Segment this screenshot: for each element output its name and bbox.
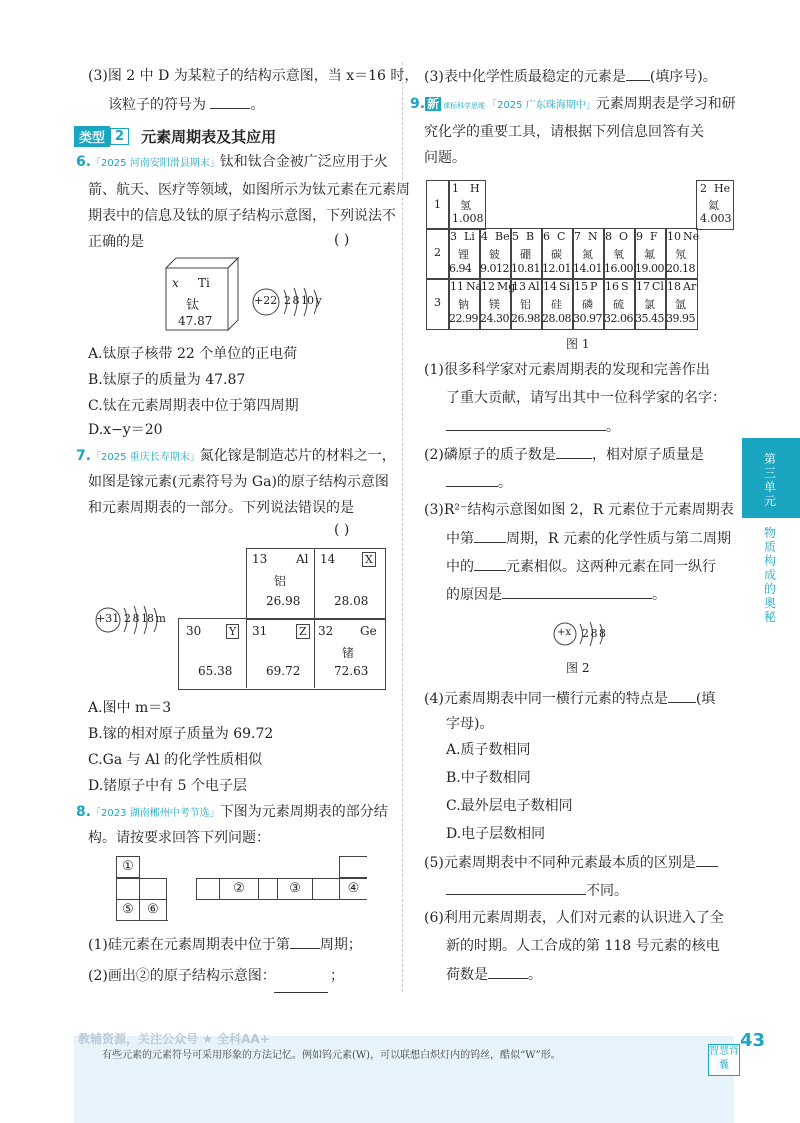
element-name: 氟	[644, 248, 655, 261]
type-label: 类型	[74, 126, 110, 147]
q9-number: 9.	[410, 96, 426, 112]
he-mass: 4.003	[700, 212, 732, 225]
unit-label: 第三单元	[764, 452, 777, 508]
r-nucleus: +x	[557, 627, 572, 638]
q7-line1	[76, 446, 396, 468]
q9-6-line3	[446, 964, 542, 985]
divider-line	[246, 618, 247, 688]
q9-2-text2: ，相对原子质量是	[591, 447, 704, 463]
period-1: 1	[434, 198, 441, 211]
q8-text1: 下图为元素周期表的部分结	[219, 804, 388, 820]
q8-number: 8.	[76, 804, 92, 820]
page-number: 43	[740, 1030, 766, 1051]
q9-3-text4b: 。	[652, 587, 666, 603]
q9-6-text3a: 荷数是	[446, 967, 488, 983]
h-name: 氢	[460, 199, 471, 212]
ga-number: 31	[252, 624, 268, 638]
grid-cell	[196, 878, 220, 900]
q9-line2: 究化学的重要工具，请根据下列信息回答有关	[424, 124, 704, 140]
element-name: 铍	[489, 248, 500, 261]
ti-shells: 2 8 10 y	[284, 294, 321, 307]
grid-cell	[116, 878, 140, 900]
answer-blank[interactable]	[696, 852, 718, 867]
q8-1-end: 周期；	[319, 937, 362, 953]
element-symbol: O	[619, 230, 629, 243]
element-symbol: B	[526, 230, 535, 243]
element-number: 12	[481, 280, 495, 293]
h-symbol: H	[470, 182, 480, 195]
ti-nucleus: +22	[254, 294, 278, 307]
answer-blank[interactable]	[446, 416, 606, 431]
q9-1-line3	[446, 416, 620, 437]
answer-blank[interactable]	[446, 880, 586, 895]
q9-3-text4a: 的原因是	[446, 587, 502, 603]
q9-3-text2b: 周期，R 元素的化学性质与第二周期	[506, 531, 731, 547]
period-3: 3	[434, 296, 441, 309]
topic-label: 物质构成的奥秘	[764, 526, 777, 624]
q6-option-c[interactable]: C.钛在元素周期表中位于第四周期	[88, 398, 299, 414]
ga-nucleus: +31	[96, 612, 120, 625]
element-number: 11	[450, 280, 464, 293]
element-number: 15	[574, 280, 588, 293]
he-symbol: He	[714, 182, 731, 195]
element-mass: 20.18	[666, 262, 695, 275]
q9-1-line2: 了重大贡献，请写出其中一位科学家的名字：	[446, 390, 726, 406]
element-symbol: F	[650, 230, 658, 243]
q6-text1: 钛和钛合金被广泛应用于火	[219, 154, 388, 170]
element-mass: 24.30	[480, 312, 509, 325]
ti-symbol: Ti	[198, 276, 210, 290]
q9-source: 「2025 广东珠海期中」	[487, 100, 596, 111]
type-number: 2	[110, 128, 129, 145]
q8-2-end: ；	[330, 968, 344, 984]
element-name: 硫	[613, 298, 624, 311]
answer-blank[interactable]	[474, 556, 506, 571]
q8-3	[424, 66, 717, 87]
pt-fragment-bottom	[178, 618, 386, 690]
q6-answer-paren[interactable]: ( )	[334, 232, 350, 248]
element-symbol: Al	[528, 280, 540, 293]
element-mass: 28.08	[542, 312, 571, 325]
element-name: 硅	[551, 298, 562, 311]
q8-2	[88, 966, 276, 986]
element-mass: 19.00	[635, 262, 664, 275]
element-name: 锂	[458, 248, 469, 261]
topic-side-tab	[742, 518, 800, 628]
al-number: 13	[252, 552, 268, 566]
answer-blank[interactable]	[556, 444, 592, 459]
si-mass: 28.08	[334, 594, 369, 608]
al-symbol: Al	[296, 552, 309, 566]
element-mass: 32.06	[604, 312, 633, 325]
q9-2-text: (2)磷原子的质子数是	[424, 447, 556, 463]
element-mass: 9.012	[480, 262, 509, 275]
q5-3-end: 。	[250, 97, 265, 113]
q7-text1: 氮化镓是制造芯片的材料之一，	[199, 448, 396, 464]
period-2: 2	[434, 246, 441, 259]
element-name: 氮	[582, 248, 593, 261]
zn-number: 30	[186, 624, 202, 638]
element-number: 16	[605, 280, 619, 293]
q9-4-text2: (填	[695, 691, 716, 707]
grid-cell-1: ①	[116, 856, 140, 878]
q9-3-line4	[446, 584, 666, 605]
answer-blank[interactable]	[502, 584, 652, 599]
element-name: 钠	[458, 298, 469, 311]
q9-3-line2	[446, 528, 731, 549]
element-name: 铝	[520, 298, 531, 311]
q8-3-text: (3)表中化学性质最稳定的元素是	[424, 69, 626, 85]
q9-1-line1: (1)很多科学家对元素周期表的发现和完善作出	[424, 362, 710, 378]
answer-blank[interactable]	[446, 472, 498, 487]
q7-line3: 和元素周期表的一部分。下列说法错误的是	[88, 500, 354, 516]
answer-blank[interactable]	[274, 992, 328, 993]
grid-cell-2: ②	[219, 878, 259, 900]
element-mass: 30.97	[573, 312, 602, 325]
si-symbol: X	[362, 552, 376, 567]
ge-mass: 72.63	[334, 664, 369, 678]
q9-5-line2	[446, 880, 628, 901]
answer-blank[interactable]	[488, 964, 528, 979]
science-thinking-tag: 课标科学思维	[443, 102, 486, 110]
q6-line4: 正确的是	[88, 234, 144, 250]
ti-name: 钛	[186, 298, 200, 313]
element-name: 氧	[613, 248, 624, 261]
q9-3-text3b: 元素相似。这两种元素在同一纵行	[506, 559, 716, 575]
grid-cell-6: ⑥	[139, 899, 167, 921]
element-number: 4	[481, 230, 488, 243]
q9-6-end: 。	[528, 967, 542, 983]
grid-cell	[139, 878, 167, 900]
element-mass: 35.45	[635, 312, 664, 325]
element-name: 氯	[644, 298, 655, 311]
grid-cell	[258, 878, 278, 900]
element-number: 10	[667, 230, 681, 243]
element-mass: 6.94	[449, 262, 472, 275]
q9-4-option-c[interactable]: C.最外层电子数相同	[446, 798, 573, 814]
element-number: 7	[574, 230, 581, 243]
memory-tip: 有些元素的元素符号可采用形象的方法记忆。例如钨元素(W)，可以联想白炽灯内的钨丝，酷似“W”形。	[102, 1050, 561, 1061]
element-mass: 22.99	[449, 312, 478, 325]
q6-line1	[76, 152, 388, 174]
grid-cell	[312, 878, 340, 900]
element-symbol: Be	[495, 230, 510, 243]
q9-2-line1	[424, 444, 704, 465]
element-number: 13	[512, 280, 526, 293]
q6-source: 「2025 河南安阳滑县期末」	[91, 158, 220, 169]
element-symbol: S	[621, 280, 629, 293]
al-name: 铝	[274, 574, 287, 588]
element-number: 3	[450, 230, 457, 243]
q9-3-text3a: 中的	[446, 559, 474, 575]
element-name: 碳	[551, 248, 562, 261]
q9-3-line3	[446, 556, 716, 577]
q9-5-end: 不同。	[586, 883, 628, 899]
q9-2-end: 。	[498, 475, 512, 491]
ti-number: x	[172, 276, 179, 290]
q7-option-c[interactable]: C.Ga 与 Al 的化学性质相似	[88, 752, 263, 768]
r-shells: 2 8 8	[582, 627, 605, 640]
q9-4-text: (4)元素周期表中同一横行元素的特点是	[424, 691, 668, 707]
element-name: 磷	[582, 298, 593, 311]
element-symbol: Na	[466, 280, 483, 293]
type-badge	[74, 126, 276, 146]
q8-line2: 构。请按要求回答下列问题：	[88, 830, 270, 846]
h-mass: 1.008	[452, 212, 484, 225]
column-divider	[402, 62, 403, 992]
element-mass: 39.95	[666, 312, 695, 325]
q7-source: 「2025 重庆长寿期末」	[91, 452, 200, 463]
unit-side-tab[interactable]	[742, 438, 800, 518]
element-name: 氖	[675, 248, 686, 261]
element-number: 18	[667, 280, 681, 293]
divider-line	[314, 548, 315, 618]
ge-symbol: Ge	[360, 624, 377, 638]
al-mass: 26.98	[266, 594, 301, 608]
figure-2-caption: 图 2	[566, 661, 590, 675]
element-symbol: P	[590, 280, 598, 293]
q5-3-line1: (3)图 2 中 D 为某粒子的结构示意图，当 x＝16 时，	[88, 68, 419, 84]
q7-option-b[interactable]: B.镓的相对原子质量为 69.72	[88, 726, 274, 742]
q9-line1	[410, 94, 736, 116]
h-number: 1	[452, 182, 459, 195]
he-number: 2	[700, 182, 707, 195]
q5-3-text: 该粒子的符号为	[108, 97, 206, 113]
answer-blank[interactable]	[290, 934, 320, 949]
q7-option-d[interactable]: D.锗原子中有 5 个电子层	[88, 778, 247, 794]
wisdom-bag-label: 智慧背囊	[708, 1044, 740, 1076]
q6-option-a[interactable]: A.钛原子核带 22 个单位的正电荷	[88, 346, 298, 362]
q6-number: 6.	[76, 154, 92, 170]
watermark: 教辅资源，关注公众号 ★ 全科AA+	[78, 1032, 270, 1046]
q8-2-text: (2)画出②的原子结构示意图：	[88, 968, 276, 984]
element-symbol: Li	[464, 230, 475, 243]
q7-answer-paren[interactable]: ( )	[334, 522, 350, 538]
q9-4-option-a[interactable]: A.质子数相同	[446, 742, 531, 758]
element-symbol: Mg	[497, 280, 516, 293]
q7-option-a[interactable]: A.图中 m＝3	[88, 700, 172, 716]
figure-1-caption: 图 1	[566, 337, 590, 351]
q7-number: 7.	[76, 448, 92, 464]
grid-cell-5: ⑤	[116, 899, 140, 921]
zn-mass: 65.38	[198, 664, 233, 678]
element-symbol: C	[557, 230, 566, 243]
periodic-table-fig1	[426, 180, 732, 328]
q6-option-d[interactable]: D.x−y＝20	[88, 422, 163, 438]
q7-line2: 如图是镓元素(元素符号为 Ga)的原子结构示意图	[88, 474, 389, 490]
q9-4-option-b[interactable]: B.中子数相同	[446, 770, 531, 786]
element-name: 镁	[489, 298, 500, 311]
ge-name: 锗	[342, 646, 355, 660]
element-number: 14	[543, 280, 557, 293]
grid-cell	[339, 856, 367, 878]
ti-mass: 47.87	[178, 314, 213, 328]
q6-line3: 期表中的信息及钛的原子结构示意图，下列说法不	[88, 208, 396, 224]
element-mass: 16.00	[604, 262, 633, 275]
q9-1-end: 。	[606, 419, 620, 435]
q8-3-end: (填序号)。	[649, 69, 717, 85]
q6-line2: 箭、航天、医疗等领域，如图所示为钛元素在元素周	[88, 182, 410, 198]
q8-source: 「2023 湖南郴州中考节选」	[91, 808, 220, 819]
q5-3-line2	[108, 94, 264, 115]
q9-5-line1	[424, 852, 718, 873]
answer-blank[interactable]	[626, 66, 650, 81]
q9-4-line1	[424, 688, 715, 709]
q9-2-line2	[446, 472, 512, 493]
si-number: 14	[320, 552, 336, 566]
element-symbol: Cl	[652, 280, 664, 293]
ga-shells: 2 8 18 m	[124, 612, 165, 625]
grid-cell-3: ③	[277, 878, 313, 900]
type-title: 元素周期表及其应用	[141, 127, 277, 146]
q9-6-line2: 新的时期。人工合成的第 118 号元素的核电	[446, 938, 720, 954]
q9-3-text2a: 中第	[446, 531, 474, 547]
element-mass: 10.81	[511, 262, 540, 275]
element-symbol: N	[588, 230, 598, 243]
ga-mass: 69.72	[266, 664, 301, 678]
q9-line3: 问题。	[424, 150, 466, 166]
element-name: 硼	[520, 248, 531, 261]
grid-bottom-line	[116, 920, 168, 921]
answer-blank[interactable]	[474, 528, 506, 543]
element-number: 9	[636, 230, 643, 243]
zn-symbol: Y	[226, 624, 239, 639]
ga-symbol: Z	[296, 624, 310, 639]
q6-option-b[interactable]: B.钛原子的质量为 47.87	[88, 372, 246, 388]
q9-text1: 元素周期表是学习和研	[595, 96, 736, 112]
element-symbol: Si	[559, 280, 571, 293]
he-name: 氦	[708, 199, 719, 212]
element-number: 17	[636, 280, 650, 293]
element-mass: 12.01	[542, 262, 571, 275]
q8-1-text: (1)硅元素在元素周期表中位于第	[88, 937, 290, 953]
answer-blank[interactable]	[210, 94, 250, 109]
element-symbol: Ar	[683, 280, 697, 293]
q9-3-line1: (3)R²⁻结构示意图如图 2，R 元素位于元素周期表	[424, 502, 734, 518]
q9-4-line2: 字母)。	[446, 716, 494, 732]
divider-line	[314, 618, 315, 688]
q8-1	[88, 934, 362, 955]
grid-cell-4: ④	[339, 878, 367, 900]
q9-5-text: (5)元素周期表中不同种元素最本质的区别是	[424, 855, 696, 871]
answer-blank[interactable]	[668, 688, 696, 703]
ge-number: 32	[318, 624, 334, 638]
q9-6-line1: (6)利用元素周期表，人们对元素的认识进入了全	[424, 910, 724, 926]
element-name: 氩	[675, 298, 686, 311]
q9-4-option-d[interactable]: D.电子层数相同	[446, 826, 546, 842]
element-symbol: Ne	[683, 230, 700, 243]
element-number: 6	[543, 230, 550, 243]
new-standard-badge: 新	[427, 97, 440, 111]
element-mass: 14.01	[573, 262, 602, 275]
q8-line1	[76, 802, 388, 824]
element-number: 5	[512, 230, 519, 243]
element-number: 8	[605, 230, 612, 243]
element-mass: 26.98	[511, 312, 540, 325]
